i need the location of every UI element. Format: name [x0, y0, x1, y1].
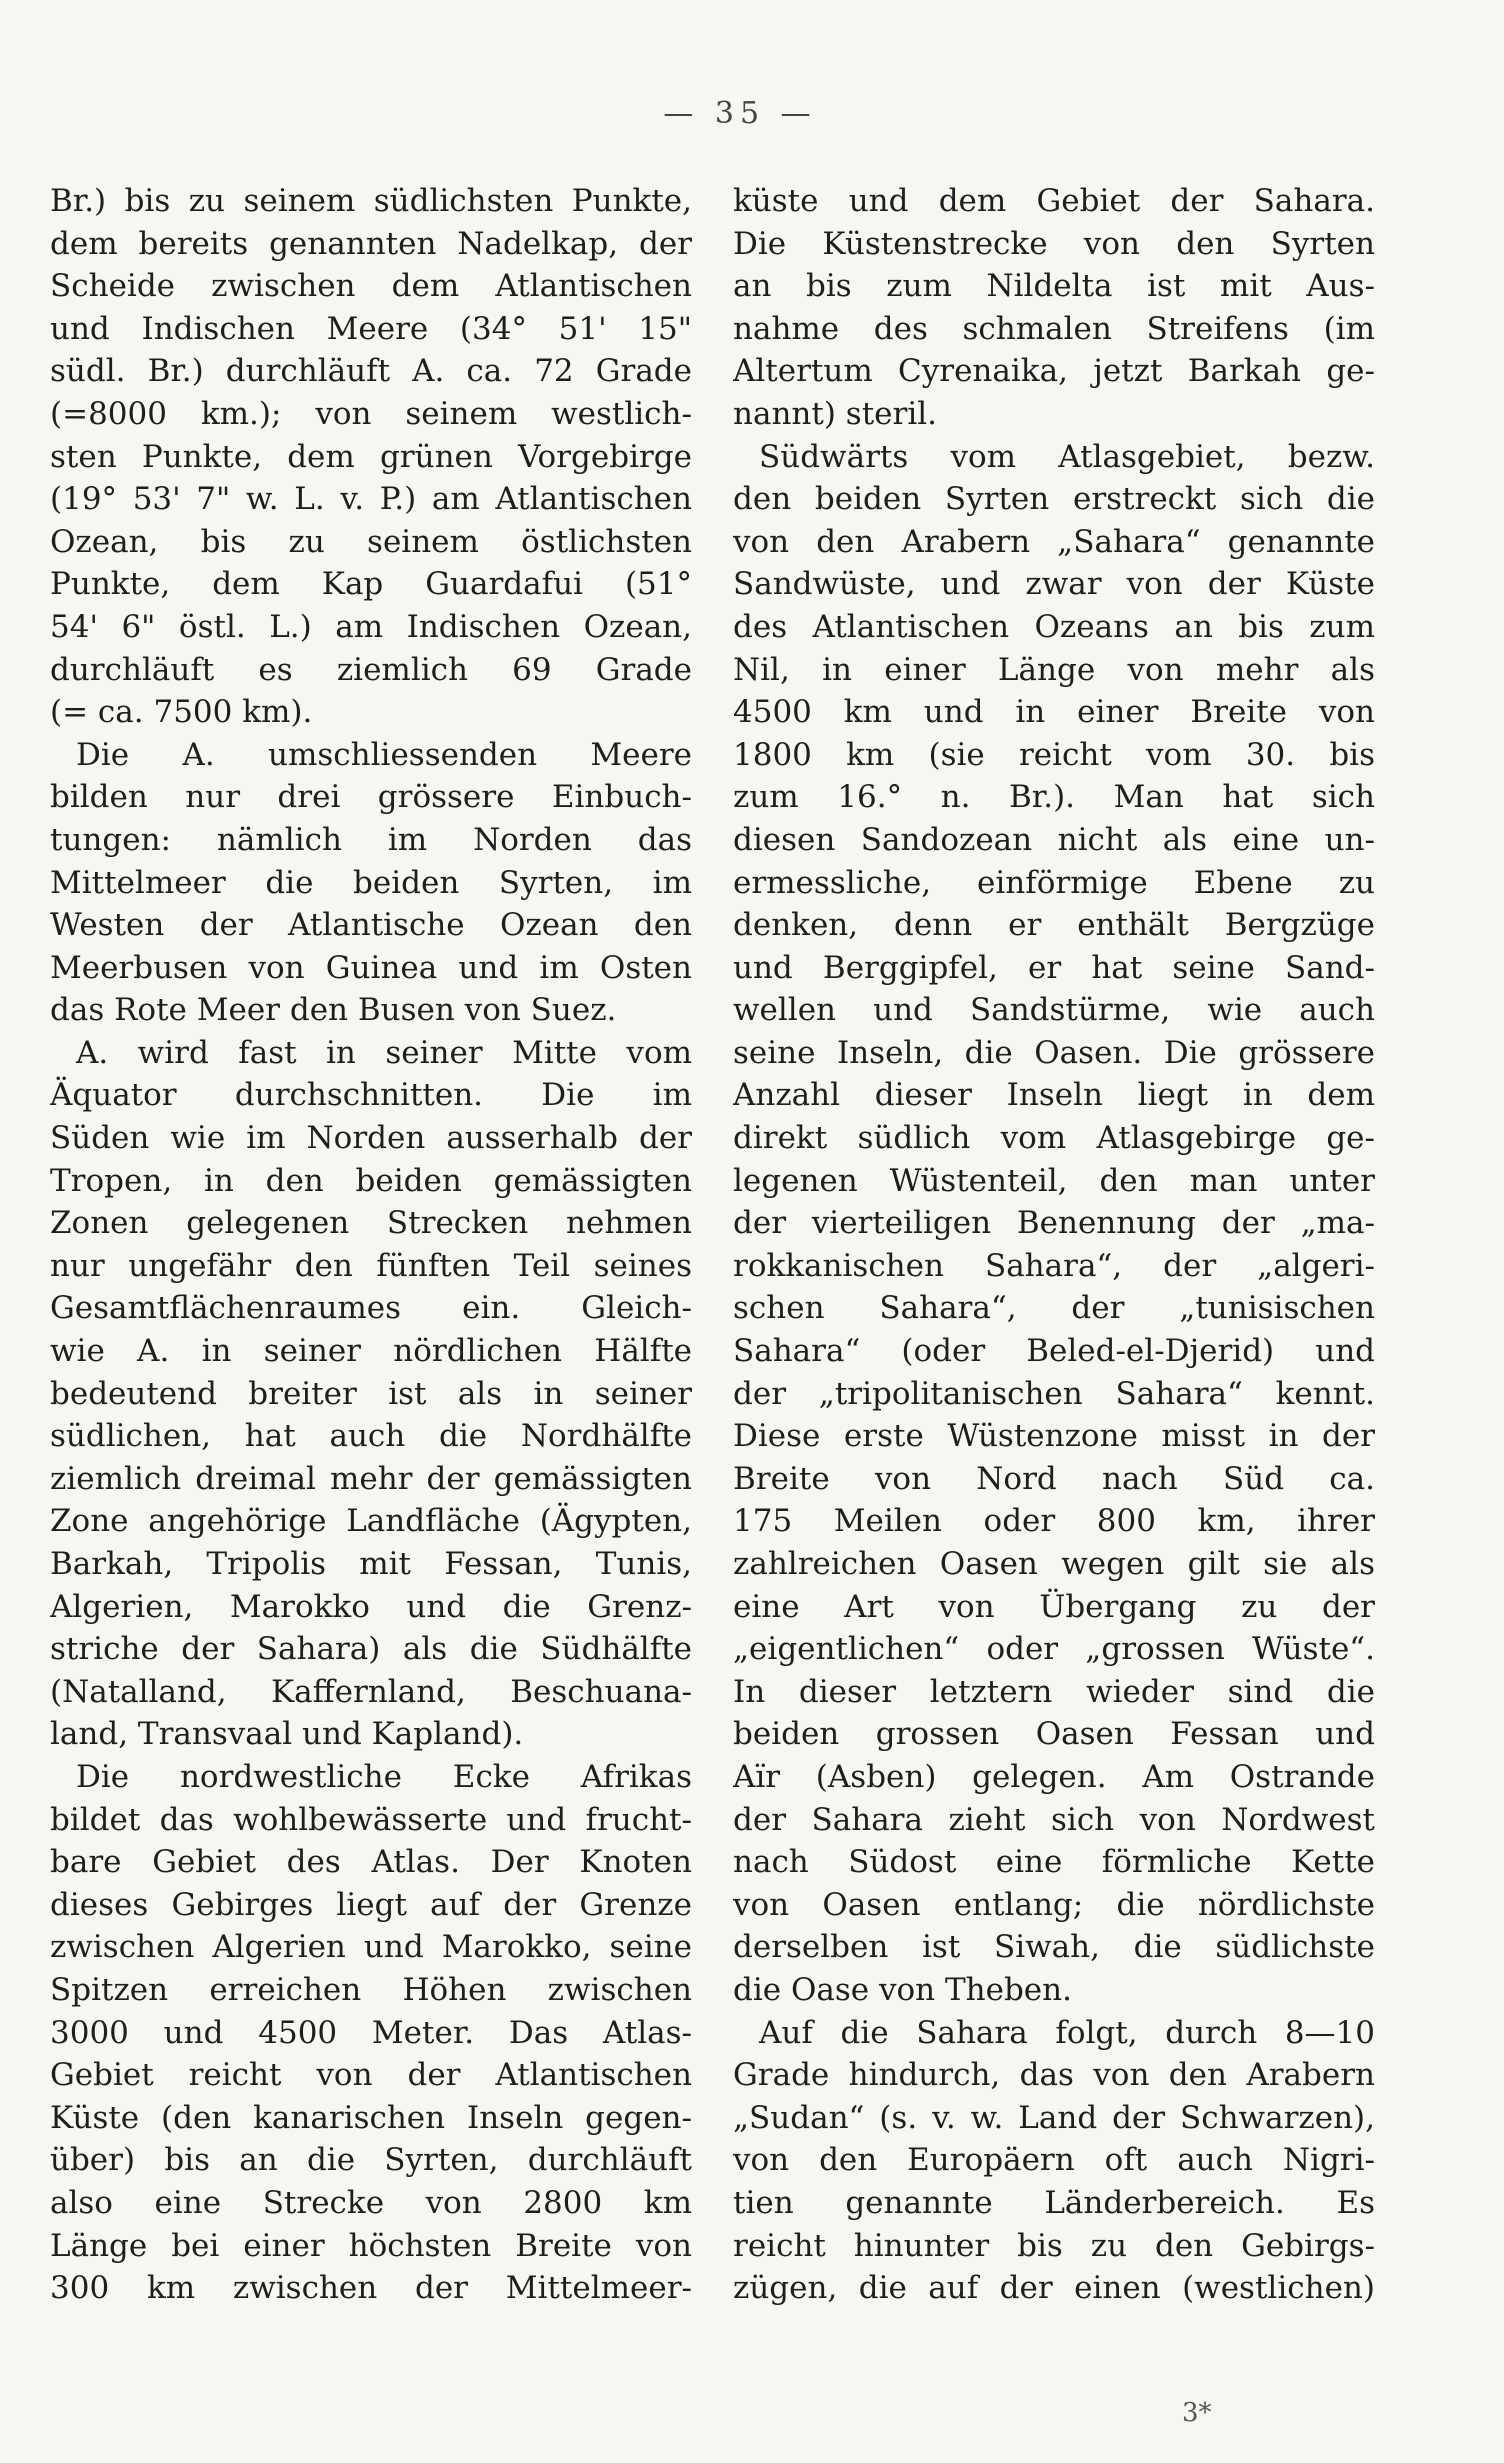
text-line: dem bereits genannten Nadelkap, der: [50, 225, 692, 262]
text-line: Sahara“ (oder Beled-el-Djerid) und: [733, 1333, 1375, 1370]
text-line: Br.) bis zu seinem südlichsten Punkte,: [50, 183, 692, 219]
text-line: schen Sahara“, der „tunisischen: [733, 1290, 1375, 1327]
text-line: von den Europäern oft auch Nigri-: [733, 2142, 1375, 2179]
text-line: 54' 6" östl. L.) am Indischen Ozean,: [50, 608, 692, 645]
text-line: Ozean, bis zu seinem östlichsten: [50, 523, 692, 560]
text-column-right: [733, 180, 1375, 2310]
text-line: über) bis an die Syrten, durchläuft: [50, 2142, 692, 2179]
text-line: dieses Gebirges liegt auf der Grenze: [50, 1886, 692, 1923]
text-line: Punkte, dem Kap Guardafui (51°: [50, 566, 692, 603]
text-line: Mittelmeer die beiden Syrten, im: [50, 864, 692, 901]
text-line: direkt südlich vom Atlasgebirge ge-: [733, 1120, 1375, 1157]
text-line: zügen, die auf der einen (westlichen): [733, 2270, 1375, 2307]
text-line: eine Art von Übergang zu der: [733, 1588, 1375, 1625]
text-line: Zone angehörige Landfläche (Ägypten,: [50, 1503, 692, 1540]
text-line: diesen Sandozean nicht als eine un-: [733, 821, 1375, 858]
text-line: beiden grossen Oasen Fessan und: [733, 1716, 1375, 1753]
text-line: 175 Meilen oder 800 km, ihrer: [733, 1503, 1375, 1540]
text-line: Zonen gelegenen Strecken nehmen: [50, 1205, 692, 1242]
text-line: bilden nur drei grössere Einbuch-: [50, 779, 692, 816]
text-line: Küste (den kanarischen Inseln gegen-: [50, 2099, 692, 2136]
text-line: Scheide zwischen dem Atlantischen: [50, 268, 692, 305]
text-line: Breite von Nord nach Süd ca.: [733, 1460, 1375, 1497]
text-line: Südwärts vom Atlasgebiet, bezw.: [759, 438, 1375, 475]
text-line: nannt) steril.: [733, 395, 937, 432]
text-line: zum 16.° n. Br.). Man hat sich: [733, 779, 1375, 816]
text-line: Sandwüste, und zwar von der Küste: [733, 566, 1375, 603]
text-line: der „tripolitanischen Sahara“ kennt.: [733, 1375, 1375, 1412]
text-line: also eine Strecke von 2800 km: [50, 2184, 692, 2221]
text-line: (= ca. 7500 km).: [50, 694, 313, 731]
text-line: (19° 53' 7" w. L. v. P.) am Atlantischen: [50, 481, 692, 518]
text-line: Die A. umschliessenden Meere: [76, 736, 692, 773]
text-line: rokkanischen Sahara“, der „algeri-: [733, 1247, 1375, 1284]
text-line: Altertum Cyrenaika, jetzt Barkah ge-: [733, 353, 1375, 390]
text-line: Süden wie im Norden ausserhalb der: [50, 1120, 692, 1157]
text-line: und Berggipfel, er hat seine Sand-: [733, 949, 1375, 986]
text-line: (Natalland, Kaffernland, Beschuana-: [50, 1673, 692, 1710]
text-line: Diese erste Wüstenzone misst in der: [733, 1418, 1375, 1455]
text-line: das Rote Meer den Busen von Suez.: [50, 992, 617, 1029]
text-line: Die Küstenstrecke von den Syrten: [733, 225, 1375, 262]
text-line: ziemlich dreimal mehr der gemässigten: [50, 1460, 692, 1497]
text-line: Länge bei einer höchsten Breite von: [50, 2227, 692, 2264]
text-line: tungen: nämlich im Norden das: [50, 821, 692, 858]
text-line: Nil, in einer Länge von mehr als: [733, 651, 1375, 688]
text-line: an bis zum Nildelta ist mit Aus-: [733, 268, 1375, 305]
text-line: seine Inseln, die Oasen. Die grössere: [733, 1034, 1375, 1071]
text-line: der vierteiligen Benennung der „ma-: [733, 1205, 1375, 1242]
text-line: sten Punkte, dem grünen Vorgebirge: [50, 438, 692, 475]
text-line: 4500 km und in einer Breite von: [733, 694, 1375, 731]
text-line: derselben ist Siwah, die südlichste: [733, 1929, 1375, 1966]
text-line: Westen der Atlantische Ozean den: [50, 907, 692, 944]
text-line: Gesamtflächenraumes ein. Gleich-: [50, 1290, 692, 1327]
text-line: striche der Sahara) als die Südhälfte: [50, 1631, 692, 1668]
text-line: land, Transvaal und Kapland).: [50, 1716, 524, 1753]
signature-mark: 3*: [1182, 2398, 1212, 2428]
text-line: nach Südost eine förmliche Kette: [733, 1844, 1375, 1881]
text-line: südl. Br.) durchläuft A. ca. 72 Grade: [50, 353, 692, 390]
text-line: Tropen, in den beiden gemässigten: [50, 1162, 692, 1199]
text-line: 3000 und 4500 Meter. Das Atlas-: [50, 2014, 692, 2051]
text-line: Anzahl dieser Inseln liegt in dem: [733, 1077, 1375, 1114]
text-line: Grade hindurch, das von den Arabern: [733, 2057, 1375, 2094]
text-line: der Sahara zieht sich von Nordwest: [733, 1801, 1375, 1838]
text-line: 300 km zwischen der Mittelmeer-: [50, 2270, 692, 2307]
text-line: tien genannte Länderbereich. Es: [733, 2184, 1375, 2221]
text-line: von Oasen entlang; die nördlichste: [733, 1886, 1375, 1923]
text-column-left: [50, 180, 692, 2310]
text-line: Die nordwestliche Ecke Afrikas: [76, 1758, 692, 1795]
text-line: Äquator durchschnitten. Die im: [50, 1077, 692, 1114]
text-line: küste und dem Gebiet der Sahara.: [733, 183, 1375, 219]
text-line: nahme des schmalen Streifens (im: [733, 310, 1375, 347]
text-line: und Indischen Meere (34° 51' 15": [50, 310, 692, 347]
text-line: denken, denn er enthält Bergzüge: [733, 907, 1375, 944]
text-line: Meerbusen von Guinea und im Osten: [50, 949, 692, 986]
text-line: A. wird fast in seiner Mitte vom: [76, 1034, 692, 1071]
text-line: Algerien, Marokko und die Grenz-: [50, 1588, 692, 1625]
text-line: zahlreichen Oasen wegen gilt sie als: [733, 1546, 1375, 1582]
text-line: wie A. in seiner nördlichen Hälfte: [50, 1333, 692, 1370]
text-line: von den Arabern „Sahara“ genannte: [733, 523, 1375, 560]
text-line: wellen und Sandstürme, wie auch: [733, 992, 1375, 1029]
text-line: bedeutend breiter ist als in seiner: [50, 1375, 692, 1412]
text-line: des Atlantischen Ozeans an bis zum: [733, 608, 1375, 645]
text-line: den beiden Syrten erstreckt sich die: [733, 481, 1375, 518]
text-line: bare Gebiet des Atlas. Der Knoten: [50, 1844, 692, 1881]
text-line: Barkah, Tripolis mit Fessan, Tunis,: [50, 1546, 692, 1582]
text-line: (=8000 km.); von seinem westlich-: [50, 395, 692, 432]
text-line: Spitzen erreichen Höhen zwischen: [50, 1971, 692, 2008]
text-line: „eigentlichen“ oder „grossen Wüste“.: [733, 1631, 1375, 1668]
text-line: bildet das wohlbewässerte und frucht-: [50, 1801, 692, 1838]
text-line: Auf die Sahara folgt, durch 8—10: [759, 2014, 1375, 2051]
text-line: zwischen Algerien und Marokko, seine: [50, 1929, 692, 1966]
text-line: „Sudan“ (s. v. w. Land der Schwarzen),: [733, 2099, 1375, 2136]
text-line: Gebiet reicht von der Atlantischen: [50, 2057, 692, 2094]
text-line: In dieser letztern wieder sind die: [733, 1673, 1375, 1710]
text-line: durchläuft es ziemlich 69 Grade: [50, 651, 692, 688]
page-number: — 35 —: [663, 96, 817, 131]
text-line: 1800 km (sie reicht vom 30. bis: [733, 736, 1375, 773]
text-line: die Oase von Theben.: [733, 1971, 1072, 2008]
text-line: ermessliche, einförmige Ebene zu: [733, 864, 1375, 901]
text-line: reicht hinunter bis zu den Gebirgs-: [733, 2227, 1375, 2264]
text-line: nur ungefähr den fünften Teil seines: [50, 1247, 692, 1284]
text-line: Aïr (Asben) gelegen. Am Ostrande: [733, 1758, 1375, 1795]
text-line: legenen Wüstenteil, den man unter: [733, 1162, 1375, 1199]
text-line: südlichen, hat auch die Nordhälfte: [50, 1418, 692, 1455]
